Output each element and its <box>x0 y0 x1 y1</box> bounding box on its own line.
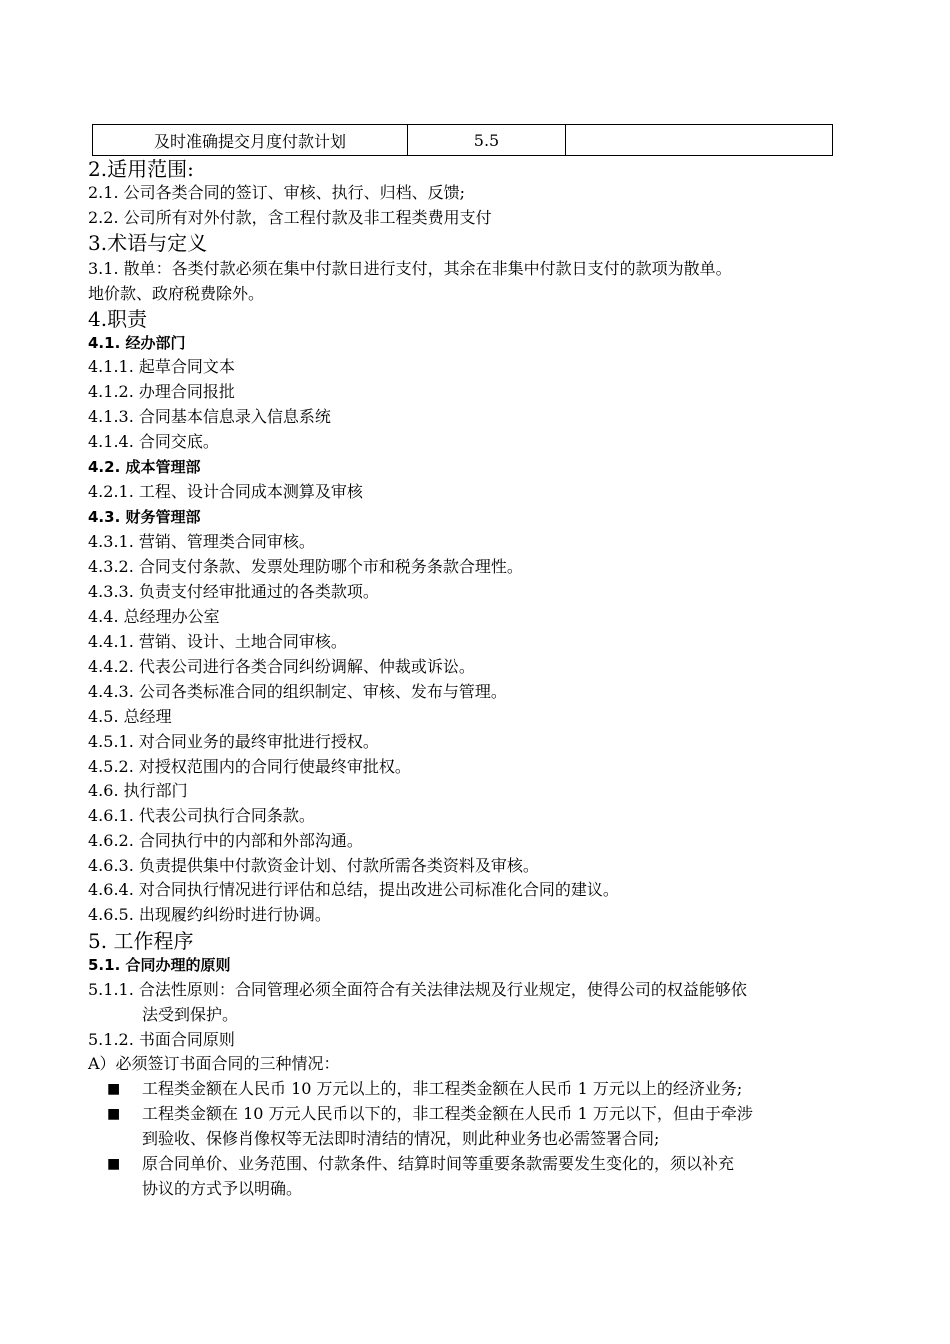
text-line: 4.4.2. 代表公司进行各类合同纠纷调解、仲裁或诉讼。 <box>88 657 475 676</box>
list-item: 工程类金额在 10 万元人民币以下的，非工程类金额在人民币 1 万元以下，但由于牵涉 <box>142 1104 753 1123</box>
subsection-heading: 5.1. 合同办理的原则 <box>88 956 231 974</box>
text-line: 5.1.1. 合法性原则：合同管理必须全面符合有关法律法规及行业规定，使得公司的权益能够依 <box>88 980 747 999</box>
text-line: 4.4.3. 公司各类标准合同的组织制定、审核、发布与管理。 <box>88 682 507 701</box>
subsection-heading: 4.2. 成本管理部 <box>88 458 201 476</box>
text-line: 4.5.2. 对授权范围内的合同行使最终审批权。 <box>88 757 411 776</box>
bullet-square-icon: ■ <box>107 1081 121 1097</box>
table-row <box>93 125 833 156</box>
list-item-continuation: 到验收、保修肖像权等无法即时清结的情况，则此种业务也必需签署合同; <box>142 1129 660 1148</box>
text-line: 4.3.3. 负责支付经审批通过的各类款项。 <box>88 582 379 601</box>
text-line: 法受到保护。 <box>142 1005 239 1024</box>
section-heading-procedure: 5. 工作程序 <box>88 929 194 953</box>
text-line: 4.6.5. 出现履约纠纷时进行协调。 <box>88 905 331 924</box>
text-line: 3.1. 散单：各类付款必须在集中付款日进行支付，其余在非集中付款日支付的款项为散单。 <box>88 259 732 278</box>
text-line: 2.1. 公司各类合同的签订、审核、执行、归档、反馈; <box>88 183 466 202</box>
text-line: 4.1.4. 合同交底。 <box>88 432 219 451</box>
text-line: 4.6.1. 代表公司执行合同条款。 <box>88 806 315 825</box>
text-line: 4.1.1. 起草合同文本 <box>88 357 235 376</box>
text-line: 5.1.2. 书面合同原则 <box>88 1030 235 1049</box>
section-heading-duties: 4.职责 <box>88 307 148 331</box>
list-item-continuation: 协议的方式予以明确。 <box>142 1179 303 1198</box>
list-item: 工程类金额在人民币 10 万元以上的，非工程类金额在人民币 1 万元以上的经济业务; <box>142 1079 743 1098</box>
text-line: 4.5. 总经理 <box>88 707 172 726</box>
text-line: 2.2. 公司所有对外付款，含工程付款及非工程类费用支付 <box>88 208 492 227</box>
text-line: 4.1.2. 办理合同报批 <box>88 382 235 401</box>
text-line: 4.6.3. 负责提供集中付款资金计划、付款所需各类资料及审核。 <box>88 856 539 875</box>
text-line: 4.1.3. 合同基本信息录入信息系统 <box>88 407 331 426</box>
bullet-square-icon: ■ <box>107 1156 121 1172</box>
text-line: 4.6. 执行部门 <box>88 781 188 800</box>
text-line: A）必须签订书面合同的三种情况： <box>88 1054 340 1073</box>
bullet-square-icon: ■ <box>107 1106 121 1122</box>
summary-table <box>92 124 833 156</box>
text-line: 4.2.1. 工程、设计合同成本测算及审核 <box>88 482 363 501</box>
text-line: 4.4. 总经理办公室 <box>88 607 220 626</box>
list-item: 原合同单价、业务范围、付款条件、结算时间等重要条款需要发生变化的，须以补充 <box>142 1154 735 1173</box>
table-cell-empty <box>566 125 833 156</box>
text-line: 4.3.1. 营销、管理类合同审核。 <box>88 532 315 551</box>
text-line: 4.5.1. 对合同业务的最终审批进行授权。 <box>88 732 379 751</box>
text-line: 4.6.2. 合同执行中的内部和外部沟通。 <box>88 831 363 850</box>
table-cell-task: 及时准确提交月度付款计划 <box>93 125 408 156</box>
text-line: 4.6.4. 对合同执行情况进行评估和总结，提出改进公司标准化合同的建议。 <box>88 880 619 899</box>
subsection-heading: 4.1. 经办部门 <box>88 334 186 352</box>
text-line: 4.4.1. 营销、设计、土地合同审核。 <box>88 632 347 651</box>
subsection-heading: 4.3. 财务管理部 <box>88 508 201 526</box>
section-heading-terms: 3.术语与定义 <box>88 231 208 255</box>
section-heading-scope: 2.适用范围: <box>88 157 194 181</box>
table-cell-number: 5.5 <box>408 125 566 156</box>
text-line: 地价款、政府税费除外。 <box>88 284 265 303</box>
text-line: 4.3.2. 合同支付条款、发票处理防哪个市和税务条款合理性。 <box>88 557 523 576</box>
